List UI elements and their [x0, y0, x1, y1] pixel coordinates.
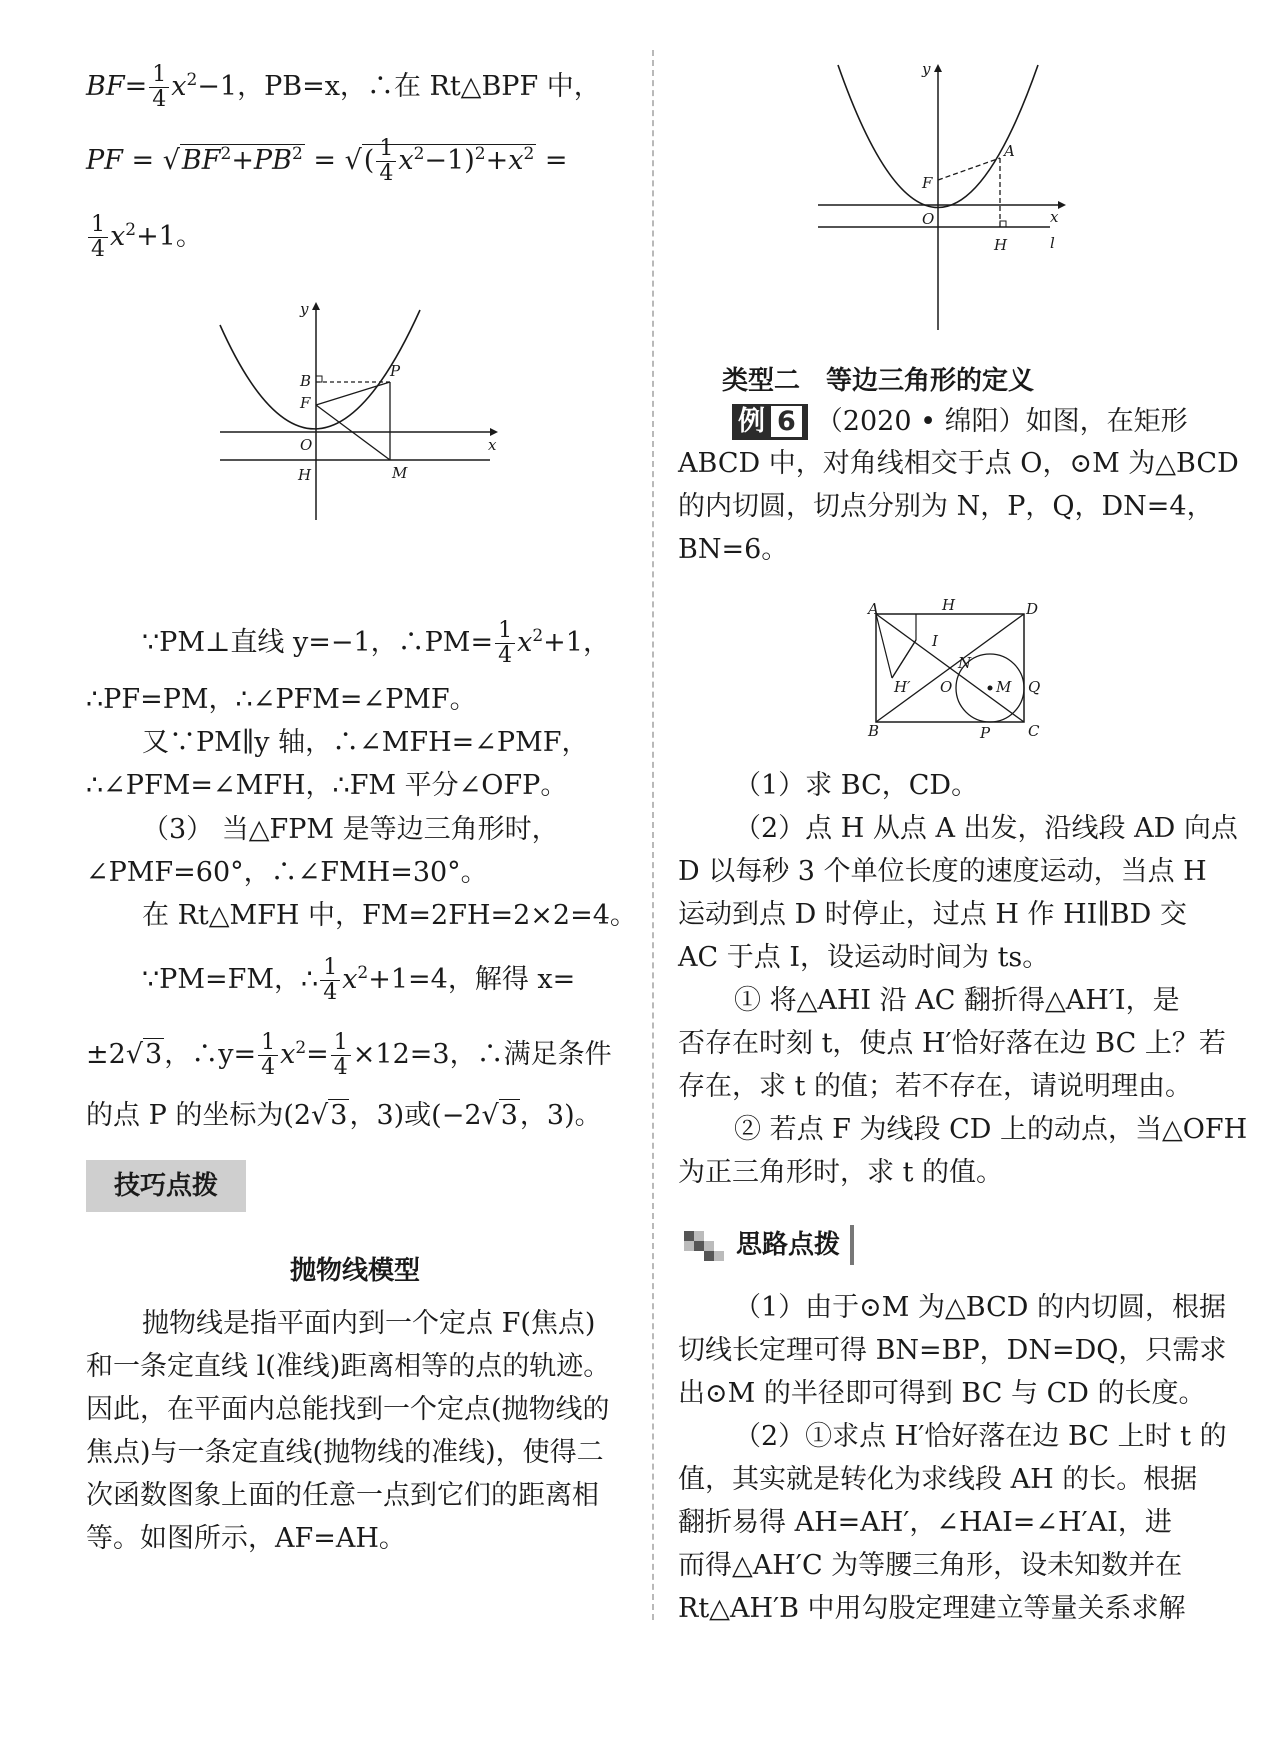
line-pm-perp: ∵PM⊥直线 y=−1，∴PM= $\frac{1}{4}$ $x^2+1$， [142, 618, 610, 668]
type2-heading: 类型二 等边三角形的定义 [722, 366, 1035, 396]
svg-text:H′: H′ [894, 678, 911, 696]
checker-icon [684, 1231, 724, 1261]
solution-line: 值，其实就是转化为求线段 AH 的长。根据 [678, 1464, 1198, 1495]
example-line: BN=6。 [678, 534, 789, 565]
line-pf-eq-pm: ∴PF=PM，∴∠PFM=∠PMF。 [86, 684, 477, 715]
para-line: 抛物线是指平面内到一个定点 F(焦点) [142, 1308, 596, 1339]
formula-line-2: PF = $√BF^2+PB^2$ = √( $\frac{1}{4}$ $x^2-1)^2+x^2$ = [86, 136, 568, 186]
label-h: H [298, 466, 312, 484]
label-h: H [994, 236, 1008, 254]
figure-parabola-pfm [220, 300, 500, 530]
formula-line-3: $\frac{1}{4}$ $x^2+1$。 [86, 212, 203, 262]
column-divider [652, 50, 654, 1620]
model-title: 抛物线模型 [290, 1256, 421, 1286]
example-line: ABCD 中，对角线相交于点 O，⊙M 为△BCD [678, 448, 1239, 479]
label-y: y [922, 60, 931, 78]
line-part3: （3） 当△FPM 是等边三角形时， [142, 814, 559, 845]
label-l: l [1050, 234, 1055, 252]
fraction: $\frac{1}{4}$ [149, 63, 169, 112]
question-line: 存在，求 t 的值；若不存在，请说明理由。 [678, 1071, 1193, 1102]
para-line: 等。如图所示，AF=AH。 [86, 1523, 406, 1554]
solution-line: （1）由于⊙M 为△BCD 的内切圆，根据 [734, 1292, 1227, 1323]
line-parallel: 又∵PM∥y 轴，∴∠MFH=∠PMF， [142, 727, 589, 758]
label-o: O [300, 436, 313, 454]
label-f: F [300, 394, 311, 412]
line-rt-mfh: 在 Rt△MFH 中，FM=2FH=2×2=4。 [142, 900, 637, 931]
solution-line: 出⊙M 的半径即可得到 BC 与 CD 的长度。 [678, 1378, 1206, 1409]
question-2-2: ② 若点 F 为线段 CD 上的动点，当△OFH [734, 1114, 1248, 1145]
line-angle: ∠PMF=60°，∴∠FMH=30°。 [86, 857, 488, 888]
question-line: D 以每秒 3 个单位长度的速度运动，当点 H [678, 856, 1207, 887]
svg-text:D: D [1026, 600, 1039, 618]
svg-text:N: N [958, 654, 972, 672]
example-line: 的内切圆，切点分别为 N，P，Q，DN=4， [678, 491, 1214, 522]
label-b: B [300, 372, 312, 390]
question-line: 为正三角形时，求 t 的值。 [678, 1157, 1004, 1188]
question-2: （2）点 H 从点 A 出发，沿线段 AD 向点 [734, 813, 1238, 844]
svg-text:A: A [868, 600, 879, 618]
label-y: y [300, 300, 309, 318]
label-m: M [392, 464, 408, 482]
label-a: A [1004, 142, 1015, 160]
para-line: 焦点)与一条定直线(抛物线的准线)，使得二 [86, 1437, 604, 1468]
line-bisect: ∴∠PFM=∠MFH，∴FM 平分∠OFP。 [86, 770, 568, 801]
example-intro: 例 6 （2020 • 绵阳）如图，在矩形 [732, 404, 1188, 440]
question-line: 运动到点 D 时停止，过点 H 作 HI∥BD 交 [678, 899, 1187, 930]
para-line: 次函数图象上面的任意一点到它们的距离相 [86, 1480, 599, 1511]
label-f: F [922, 174, 933, 192]
solution-line: 翻折易得 AH=AH′，∠HAI=∠H′AI，进 [678, 1507, 1172, 1538]
svg-text:B: B [868, 722, 880, 740]
question-line: AC 于点 I，设运动时间为 ts。 [678, 942, 1050, 973]
svg-text:I: I [932, 632, 938, 650]
example-badge: 例 6 [732, 404, 808, 440]
line-coordinates: 的点 P 的坐标为(2√3，3)或(−2√3，3)。 [86, 1100, 602, 1131]
solution-line: 切线长定理可得 BN=BP，DN=DQ，只需求 [678, 1335, 1227, 1366]
label-x: x [488, 436, 497, 454]
tips-tag: 技巧点拨 [86, 1160, 246, 1212]
label-x: x [1050, 208, 1059, 226]
figure-rectangle-incircle [868, 596, 1048, 742]
label-o: O [922, 210, 935, 228]
figure-parabola-focus-directrix [818, 60, 1078, 335]
svg-text:C: C [1028, 722, 1040, 740]
solution-line: 而得△AH′C 为等腰三角形，设未知数并在 [678, 1550, 1183, 1581]
formula-line-1: BF= $\frac{1}{4}$ $x^2-1$，PB=x，∴在 Rt△BPF 中， [86, 62, 601, 112]
svg-text:M: M [996, 678, 1012, 696]
line-solve: ∵PM=FM，∴ $\frac{1}{4}$ $x^2+1=4$，解得 x= [142, 955, 576, 1005]
question-1: （1）求 BC，CD。 [734, 770, 979, 801]
para-line: 因此，在平面内总能找到一个定点(抛物线的 [86, 1394, 610, 1425]
label-p: P [390, 362, 401, 380]
para-line: 和一条定直线 l(准线)距离相等的点的轨迹。 [86, 1351, 611, 1382]
svg-text:O: O [940, 678, 953, 696]
svg-text:Q: Q [1028, 678, 1041, 696]
svg-text:P: P [980, 724, 991, 742]
svg-text:H: H [942, 596, 956, 614]
line-y-value: ±2√3，∴y= $\frac{1}{4}$ $x^2=$ $\frac{1}{4}$ ×12=3，∴满足条件 [86, 1030, 612, 1080]
question-line: 否存在时刻 t，使点 H′恰好落在边 BC 上？若 [678, 1028, 1226, 1059]
solution-line: （2）①求点 H′恰好落在边 BC 上时 t 的 [734, 1421, 1227, 1452]
question-2-1: ① 将△AHI 沿 AC 翻折得△AH′I，是 [734, 985, 1180, 1016]
solution-line: Rt△AH′B 中用勾股定理建立等量关系求解 [678, 1593, 1186, 1624]
think-heading: 思路点拨 [680, 1225, 854, 1265]
